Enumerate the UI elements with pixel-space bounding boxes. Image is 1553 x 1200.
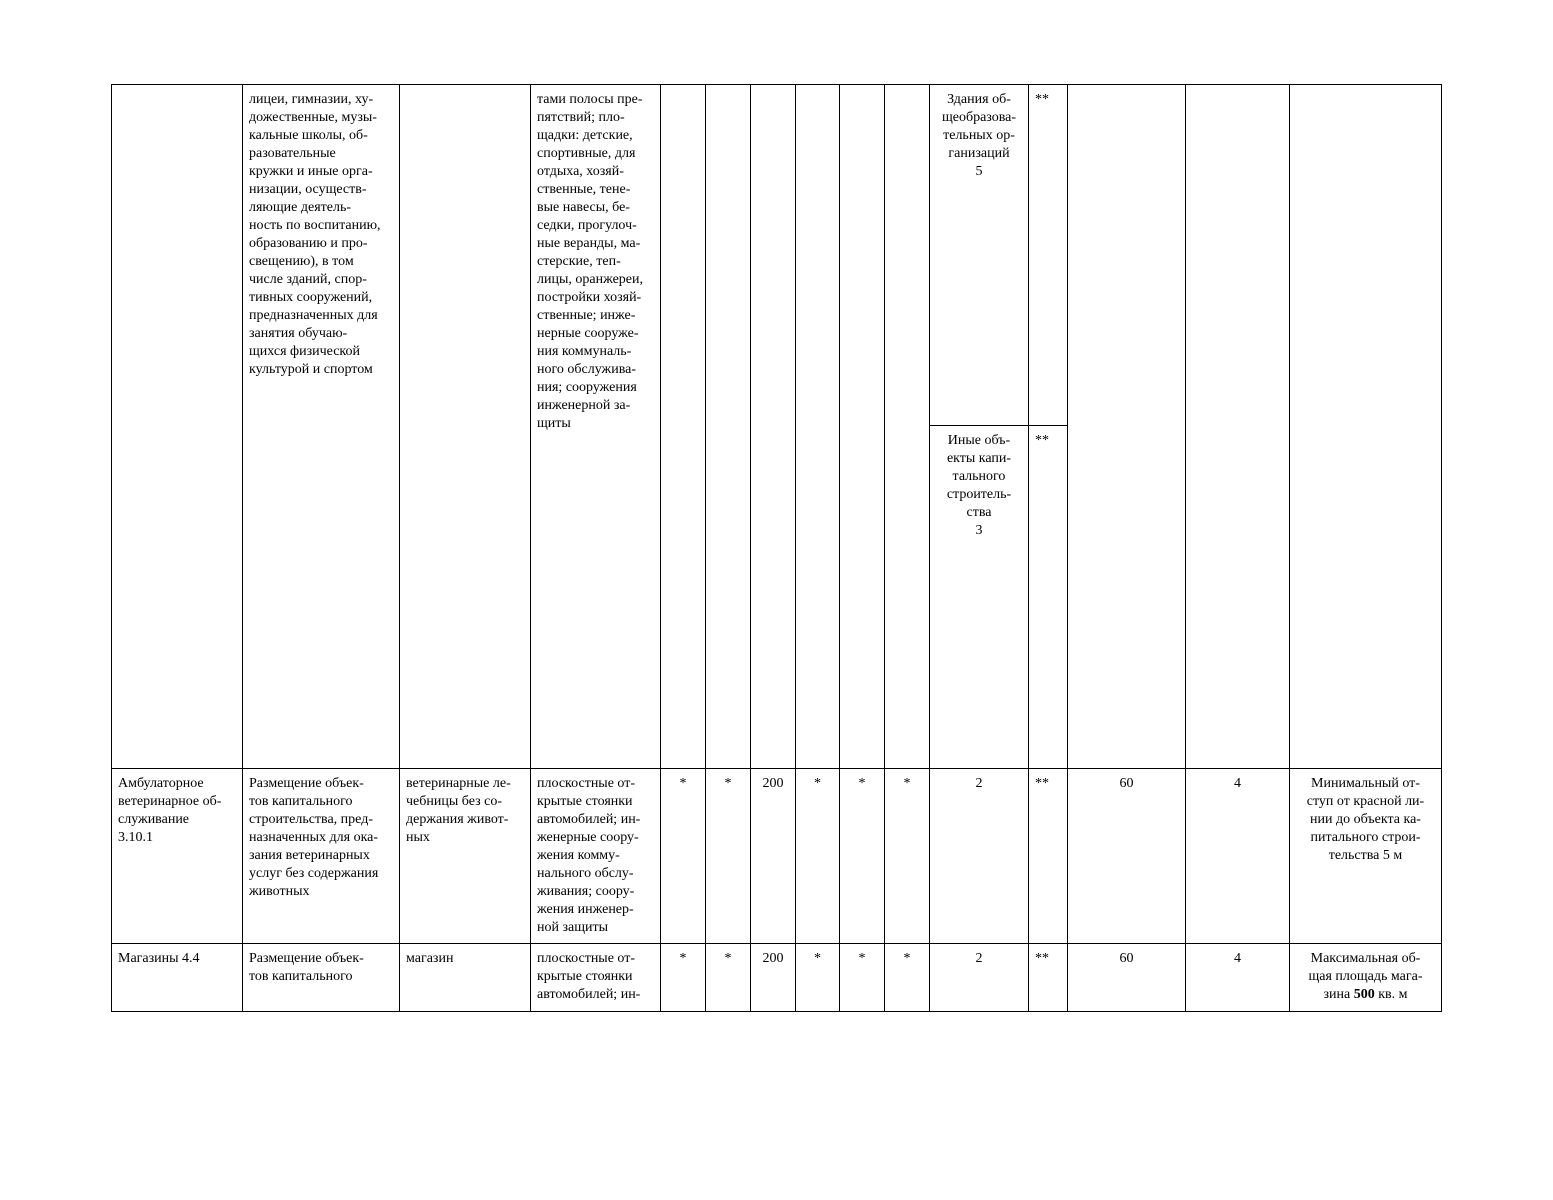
cell-param-6: * bbox=[706, 769, 751, 944]
cell-notes bbox=[1290, 944, 1442, 1012]
cell-height-other-buildings: ** bbox=[1029, 426, 1068, 769]
cell-height: ** bbox=[1029, 769, 1068, 944]
cell-param-9: * bbox=[840, 769, 885, 944]
table-row-shops bbox=[112, 944, 1442, 1012]
cell-floors-education-buildings: Здания об- щеобразова- тельных ор- ганизаций 5 bbox=[930, 85, 1029, 426]
zoning-regulations-table bbox=[111, 84, 1442, 1012]
cell-auxiliary-objects: тами полосы пре- пятствий; пло- щадки: детские, спортивные, для отдыха, хозяй- ственные, тене- вые навесы, бе- седки, прогулоч- ные веранды, ма- стерские, теп- лицы, оранжереи, постройки хозяй- ственные; инже- нерные сооруже- ния коммуналь- ного обслужива- ния; сооружения инженерной за- щиты bbox=[531, 85, 661, 769]
cell-use-description: Размещение объек- тов капитального строительства, пред- назначенных для ока- зания ветеринарных услуг без содержания животных bbox=[243, 769, 400, 944]
cell-param-7: 200 bbox=[751, 769, 796, 944]
cell-param-8: * bbox=[796, 944, 840, 1012]
cell-floors-other-buildings: Иные объ- екты капи- тального строитель- ства 3 bbox=[930, 426, 1029, 769]
cell-param-10: * bbox=[885, 769, 930, 944]
cell-param-7 bbox=[751, 85, 796, 769]
cell-param-13 bbox=[1068, 85, 1186, 769]
cell-object-types: ветеринарные ле- чебницы без со- держания живот- ных bbox=[400, 769, 531, 944]
table-row-vet-service bbox=[112, 769, 1442, 944]
cell-notes: Минимальный от- ступ от красной ли- нии до объекта ка- питального строи- тельства 5 м bbox=[1290, 769, 1442, 944]
cell-param-6: * bbox=[706, 944, 751, 1012]
cell-use-description: Размещение объек- тов капитального bbox=[243, 944, 400, 1012]
cell-param-9 bbox=[840, 85, 885, 769]
cell-floors: 2 bbox=[930, 944, 1029, 1012]
cell-permitted-use-name: Амбулаторное ветеринарное об- служивание 3.10.1 bbox=[112, 769, 243, 944]
cell-auxiliary-objects: плоскостные от- крытые стоянки автомобилей; ин- женерные соору- жения комму- нального обслу- живания; соору- жения инженер- ной защиты bbox=[531, 769, 661, 944]
cell-permitted-use-name: Магазины 4.4 bbox=[112, 944, 243, 1012]
cell-param-10: * bbox=[885, 944, 930, 1012]
cell-param-8: * bbox=[796, 769, 840, 944]
cell-param-14: 4 bbox=[1186, 944, 1290, 1012]
cell-object-types: магазин bbox=[400, 944, 531, 1012]
note-text-start: Максимальная об- щая площадь мага- зина bbox=[1308, 951, 1423, 1002]
cell-param-5 bbox=[661, 85, 706, 769]
cell-height-education-buildings: ** bbox=[1029, 85, 1068, 426]
cell-auxiliary-objects: плоскостные от- крытые стоянки автомобилей; ин- bbox=[531, 944, 661, 1012]
cell-param-14 bbox=[1186, 85, 1290, 769]
cell-use-description: лицеи, гимназии, ху- дожественные, музы- кальные школы, об- разовательные кружки и иные орга- низации, осуществ- ляющие деятель- ность по воспитанию, образованию и про- свещению), в том числе зданий, спор- тивных сооружений, предназначенных для занятия обучаю- щихся физической культурой и спортом bbox=[243, 85, 400, 769]
cell-param-5: * bbox=[661, 769, 706, 944]
note-text-end: кв. м bbox=[1374, 987, 1408, 1002]
note-area-value: 500 bbox=[1353, 987, 1375, 1002]
cell-floors: 2 bbox=[930, 769, 1029, 944]
cell-param-7: 200 bbox=[751, 944, 796, 1012]
cell-height: ** bbox=[1029, 944, 1068, 1012]
cell-param-6 bbox=[706, 85, 751, 769]
cell-object-types bbox=[400, 85, 531, 769]
cell-param-14: 4 bbox=[1186, 769, 1290, 944]
cell-notes bbox=[1290, 85, 1442, 769]
cell-param-13: 60 bbox=[1068, 769, 1186, 944]
cell-param-9: * bbox=[840, 944, 885, 1012]
cell-param-13: 60 bbox=[1068, 944, 1186, 1012]
cell-permitted-use-name bbox=[112, 85, 243, 769]
cell-param-5: * bbox=[661, 944, 706, 1012]
cell-param-10 bbox=[885, 85, 930, 769]
table-row-continuation bbox=[112, 85, 1442, 426]
cell-param-8 bbox=[796, 85, 840, 769]
